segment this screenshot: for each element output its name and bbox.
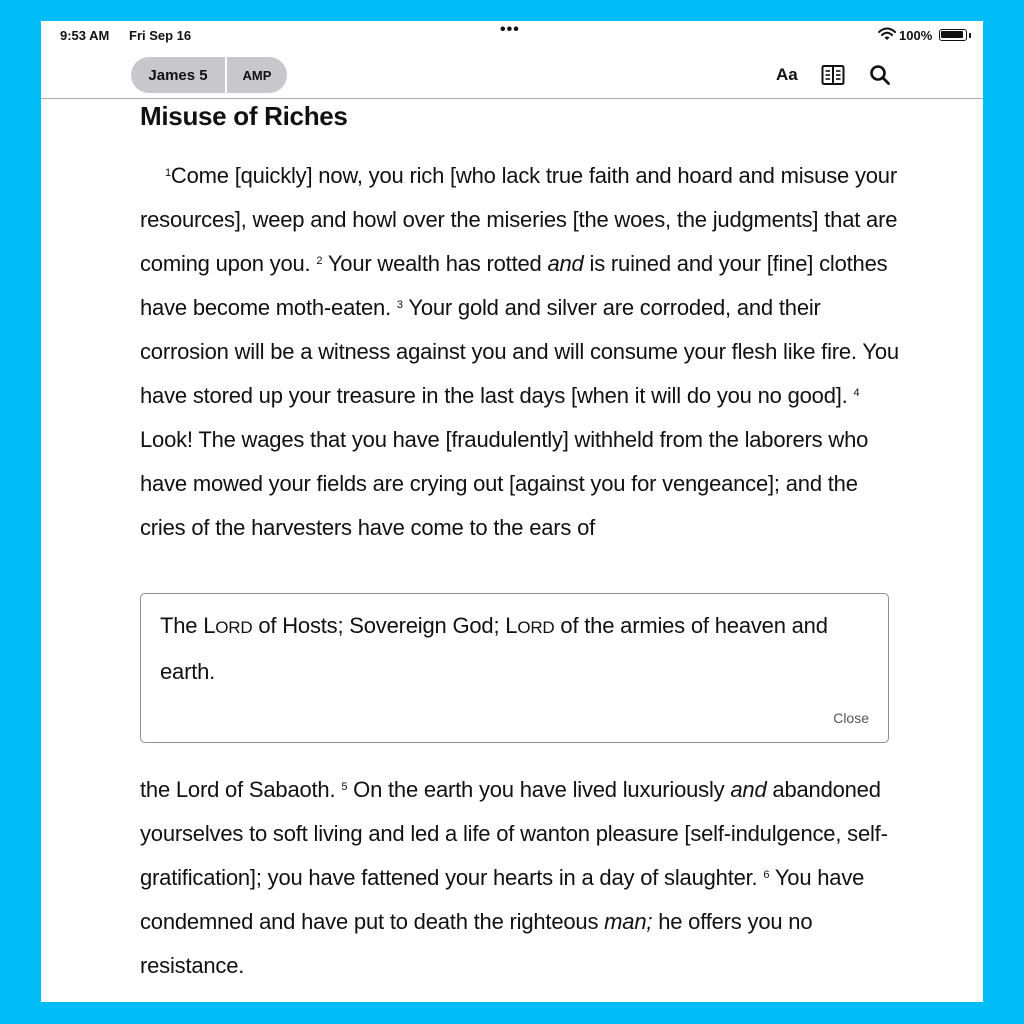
verse-number[interactable]: 1 <box>165 167 171 179</box>
battery-icon <box>939 29 967 41</box>
verse-6-text-cont[interactable]: he offers you no resistance. <box>140 909 813 978</box>
verse-4-text-cont[interactable]: the Lord of Sabaoth. <box>140 777 336 802</box>
verse-number[interactable]: 3 <box>396 299 403 311</box>
verse-number[interactable]: 6 <box>763 869 770 881</box>
section-heading: Misuse of Riches <box>140 101 348 131</box>
footnote-text-part: The L <box>160 613 216 638</box>
verse-number[interactable]: 4 <box>853 387 860 399</box>
verse-2-italic: and <box>547 251 584 276</box>
footnote-text-part: of the armies of heaven and earth. <box>160 613 828 684</box>
multitask-dots[interactable]: ••• <box>500 21 520 38</box>
small-caps-lord: ORD <box>215 618 253 637</box>
battery-percent: 100% <box>899 28 933 43</box>
close-button[interactable]: Close <box>833 710 869 726</box>
footnote-popover <box>140 593 889 743</box>
version-button[interactable]: AMP <box>242 67 272 83</box>
font-settings-button[interactable]: Aa <box>776 65 798 84</box>
search-icon[interactable] <box>869 64 891 86</box>
verse-6-italic: man; <box>604 909 653 934</box>
verse-2-text[interactable]: Your wealth has rotted <box>327 251 542 276</box>
ipad-screen <box>41 21 983 1002</box>
verse-number[interactable]: 5 <box>341 781 348 793</box>
verse-6-text[interactable]: You have condemned and have put to death the righteous <box>140 865 865 934</box>
verse-1-text[interactable]: Come [quickly] now, you rich [who lack true faith and hoard and misuse your resources], weep and howl over the miseries [the woes, the judgments] that are coming upon you. <box>140 163 898 276</box>
verse-number[interactable]: 2 <box>316 255 323 267</box>
battery-tip <box>969 33 971 38</box>
verse-3-text[interactable]: Your gold and silver are corroded, and their corrosion will be a witness against you and will consume your flesh like fire. You have stored up your treasure in the last days [when it will do you no good]. <box>140 295 899 408</box>
footnote-text-part: of Hosts; Sovereign God; L <box>252 613 518 638</box>
verse-5-italic: and <box>730 777 767 802</box>
footnote-text <box>160 604 870 694</box>
wifi-icon <box>878 27 896 41</box>
verse-4-text[interactable]: Look! The wages that you have [fraudulently] withheld from the laborers who have mowed your fields are crying out [against you for vengeance]; and the cries of the harvesters have come to the ears of <box>140 427 869 540</box>
status-time: 9:53 AM <box>60 28 110 43</box>
verse-2-text-cont[interactable]: is ruined and your [fine] clothes have become moth-eaten. <box>140 251 888 320</box>
small-caps-lord: ORD <box>517 618 555 637</box>
passage-upper <box>140 154 900 550</box>
parallel-bible-icon[interactable] <box>821 64 845 86</box>
reference-selector <box>131 57 287 93</box>
book-chapter-button[interactable]: James 5 <box>131 57 227 93</box>
verse-5-text[interactable]: On the earth you have lived luxuriously <box>353 777 725 802</box>
verse-5-text-cont[interactable]: abandoned yourselves to soft living and led a life of wanton pleasure [self-indulgence, self-gratification]; you have fattened your hearts in a day of slaughter. <box>140 777 888 890</box>
status-date: Fri Sep 16 <box>129 28 192 43</box>
passage-lower <box>140 768 900 988</box>
